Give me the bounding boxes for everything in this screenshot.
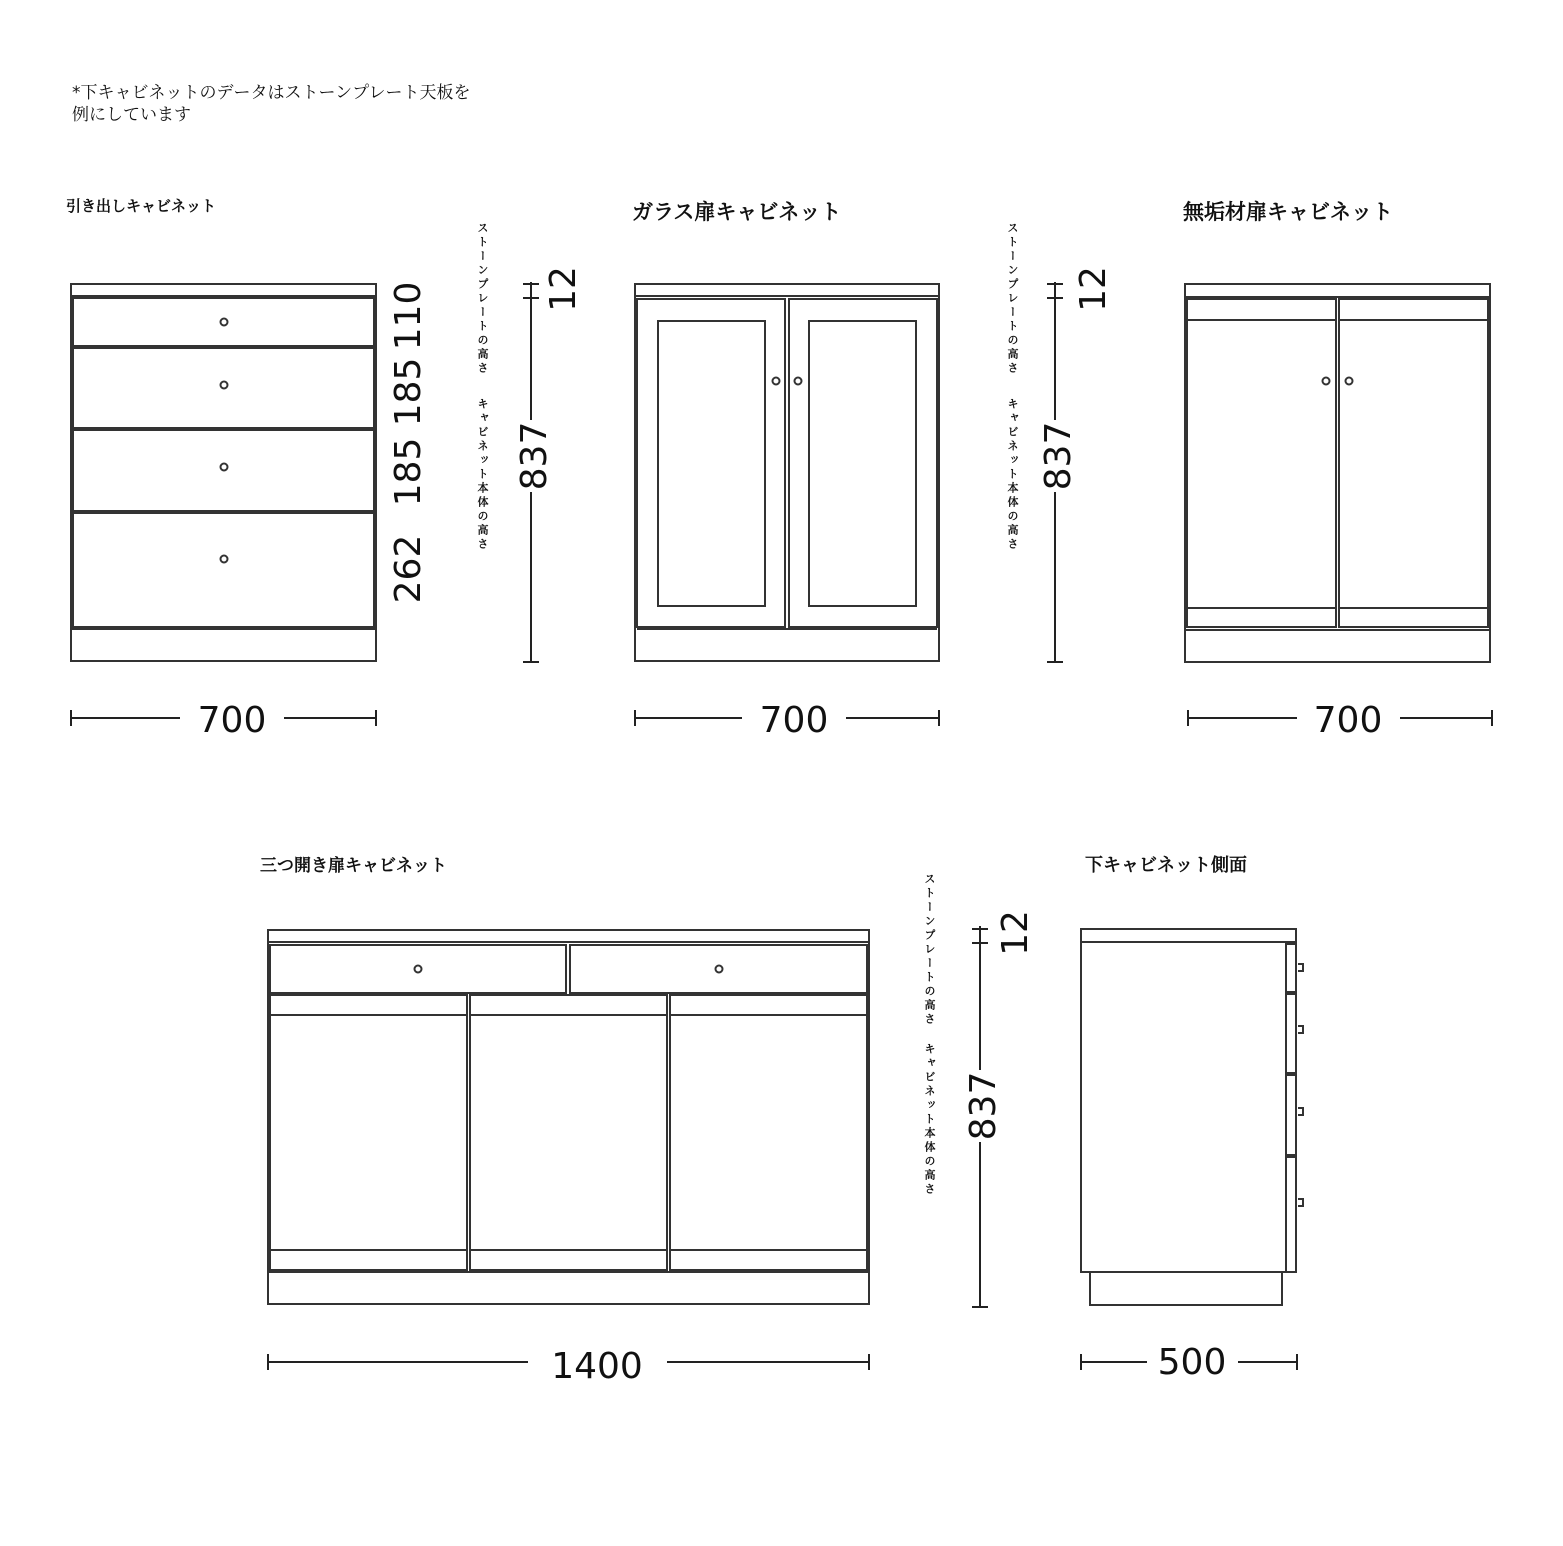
dim-body-2: 837 <box>1038 421 1079 491</box>
note-top-plate-height-1: ストーンプレートの高さ <box>476 222 489 376</box>
dim-width-glass: 700 <box>759 700 829 741</box>
dim-top-3: 12 <box>995 910 1036 956</box>
note-line-1: *下キャビネットのデータはストーンプレート天板を <box>72 83 471 103</box>
knob-icon <box>415 966 422 973</box>
knob-icon <box>1346 378 1353 385</box>
dim-depth-side: 500 <box>1157 1342 1227 1383</box>
glass-cabinet-drawing <box>635 284 939 661</box>
title-side-view: 下キャビネット側面 <box>1085 855 1247 876</box>
knob-icon <box>1323 378 1330 385</box>
knob-icon <box>221 382 228 389</box>
dim-width-solid: 700 <box>1313 700 1383 741</box>
knob-icon <box>773 378 780 385</box>
dim-drawer-3: 185 <box>388 437 429 507</box>
dim-drawer-1: 110 <box>388 281 429 351</box>
side-view-drawing <box>1081 929 1303 1305</box>
title-drawer-cabinet: 引き出しキャビネット <box>66 197 217 215</box>
dim-width-triple: 1400 <box>551 1346 643 1387</box>
title-glass-cabinet: ガラス扉キャビネット <box>632 200 842 224</box>
dim-width-drawer: 700 <box>197 700 267 741</box>
knob-icon <box>221 319 228 326</box>
note-top-plate-height-3: ストーンプレートの高さ <box>923 873 936 1027</box>
knob-icon <box>221 464 228 471</box>
note-top-plate-height-2: ストーンプレートの高さ <box>1006 222 1019 376</box>
dim-top-2: 12 <box>1073 266 1114 312</box>
solid-cabinet-drawing <box>1185 284 1490 662</box>
dim-body-1: 837 <box>514 421 555 491</box>
note-body-height-1: キャビネット本体の高さ <box>476 398 489 552</box>
dim-body-3: 837 <box>963 1071 1004 1141</box>
knob-icon <box>795 378 802 385</box>
title-triple-cabinet: 三つ開き扉キャビネット <box>260 856 447 876</box>
note-body-height-2: キャビネット本体の高さ <box>1006 398 1019 552</box>
knob-icon <box>716 966 723 973</box>
dim-top-1: 12 <box>543 266 584 312</box>
triple-cabinet-drawing <box>268 930 869 1304</box>
dim-drawer-2: 185 <box>388 357 429 427</box>
dim-drawer-4: 262 <box>388 534 429 604</box>
drawer-cabinet-drawing <box>71 284 376 661</box>
knob-icon <box>221 556 228 563</box>
note-line-2: 例にしています <box>72 105 191 125</box>
title-solid-cabinet: 無垢材扉キャビネット <box>1183 200 1393 224</box>
dimension-lines <box>71 282 1492 1370</box>
note-body-height-3: キャビネット本体の高さ <box>923 1043 936 1197</box>
